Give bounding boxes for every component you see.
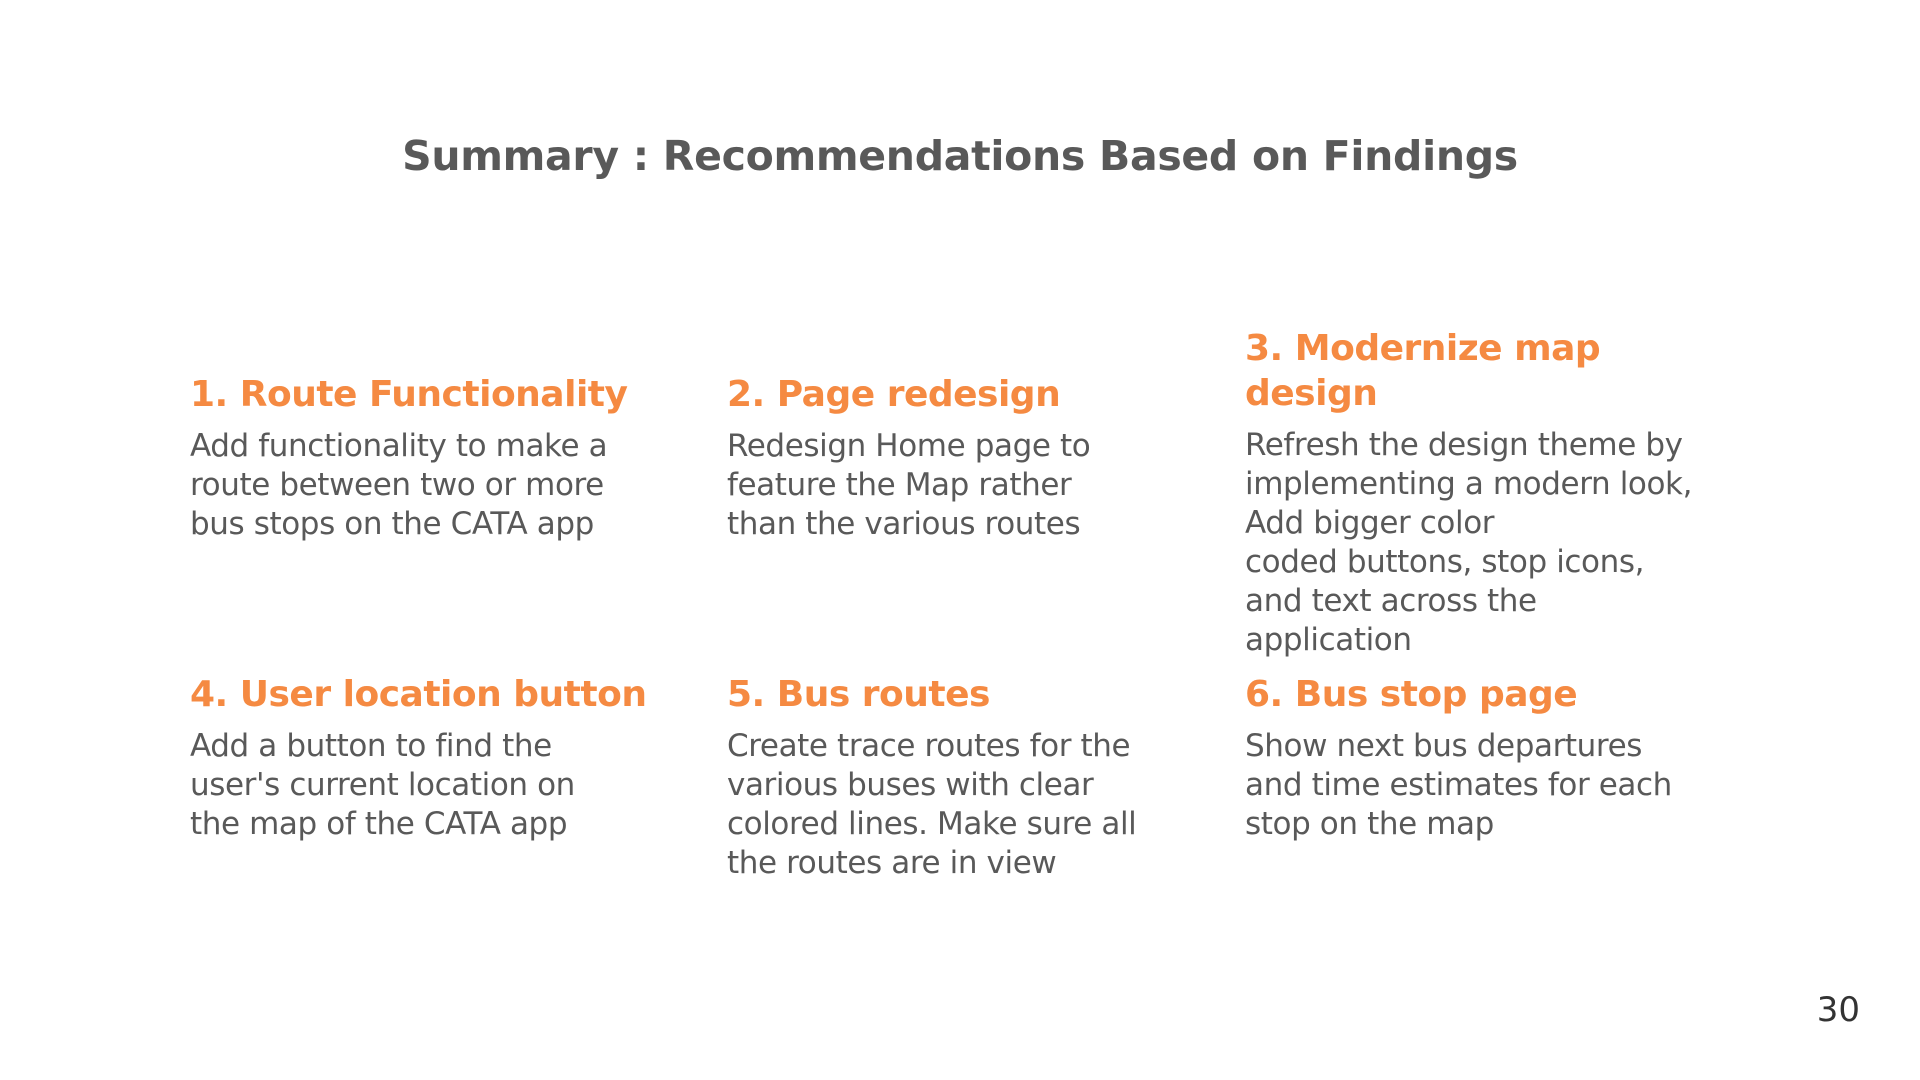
recommendation-2 bbox=[727, 372, 1207, 544]
recommendation-4 bbox=[190, 672, 670, 844]
recommendation-heading: 6. Bus stop page bbox=[1245, 674, 1578, 715]
recommendation-body: Add a button to find the user's current location on the map of the CATA app bbox=[190, 728, 575, 842]
recommendation-body: Show next bus departures and time estimates for each stop on the map bbox=[1245, 728, 1672, 842]
recommendation-heading: 5. Bus routes bbox=[727, 674, 990, 715]
recommendation-body: Refresh the design theme by implementing a modern look, Add bigger color coded buttons, stop icons, and text across the application bbox=[1245, 427, 1693, 658]
page-number: 30 bbox=[1816, 990, 1860, 1030]
recommendation-1 bbox=[190, 372, 670, 544]
recommendation-body: Add functionality to make a route between two or more bus stops on the CATA app bbox=[190, 428, 608, 542]
recommendation-body: Redesign Home page to feature the Map rather than the various routes bbox=[727, 428, 1091, 542]
recommendation-body: Create trace routes for the various buses with clear colored lines. Make sure all the routes are in view bbox=[727, 728, 1137, 881]
recommendation-6 bbox=[1245, 672, 1765, 844]
slide-title: Summary : Recommendations Based on Findings bbox=[402, 132, 1518, 180]
recommendation-3 bbox=[1245, 326, 1765, 660]
recommendation-heading: 3. Modernize map design bbox=[1245, 328, 1601, 414]
recommendation-heading: 1. Route Functionality bbox=[190, 374, 628, 415]
recommendation-5 bbox=[727, 672, 1207, 883]
recommendation-heading: 4. User location button bbox=[190, 674, 647, 715]
recommendation-heading: 2. Page redesign bbox=[727, 374, 1061, 415]
